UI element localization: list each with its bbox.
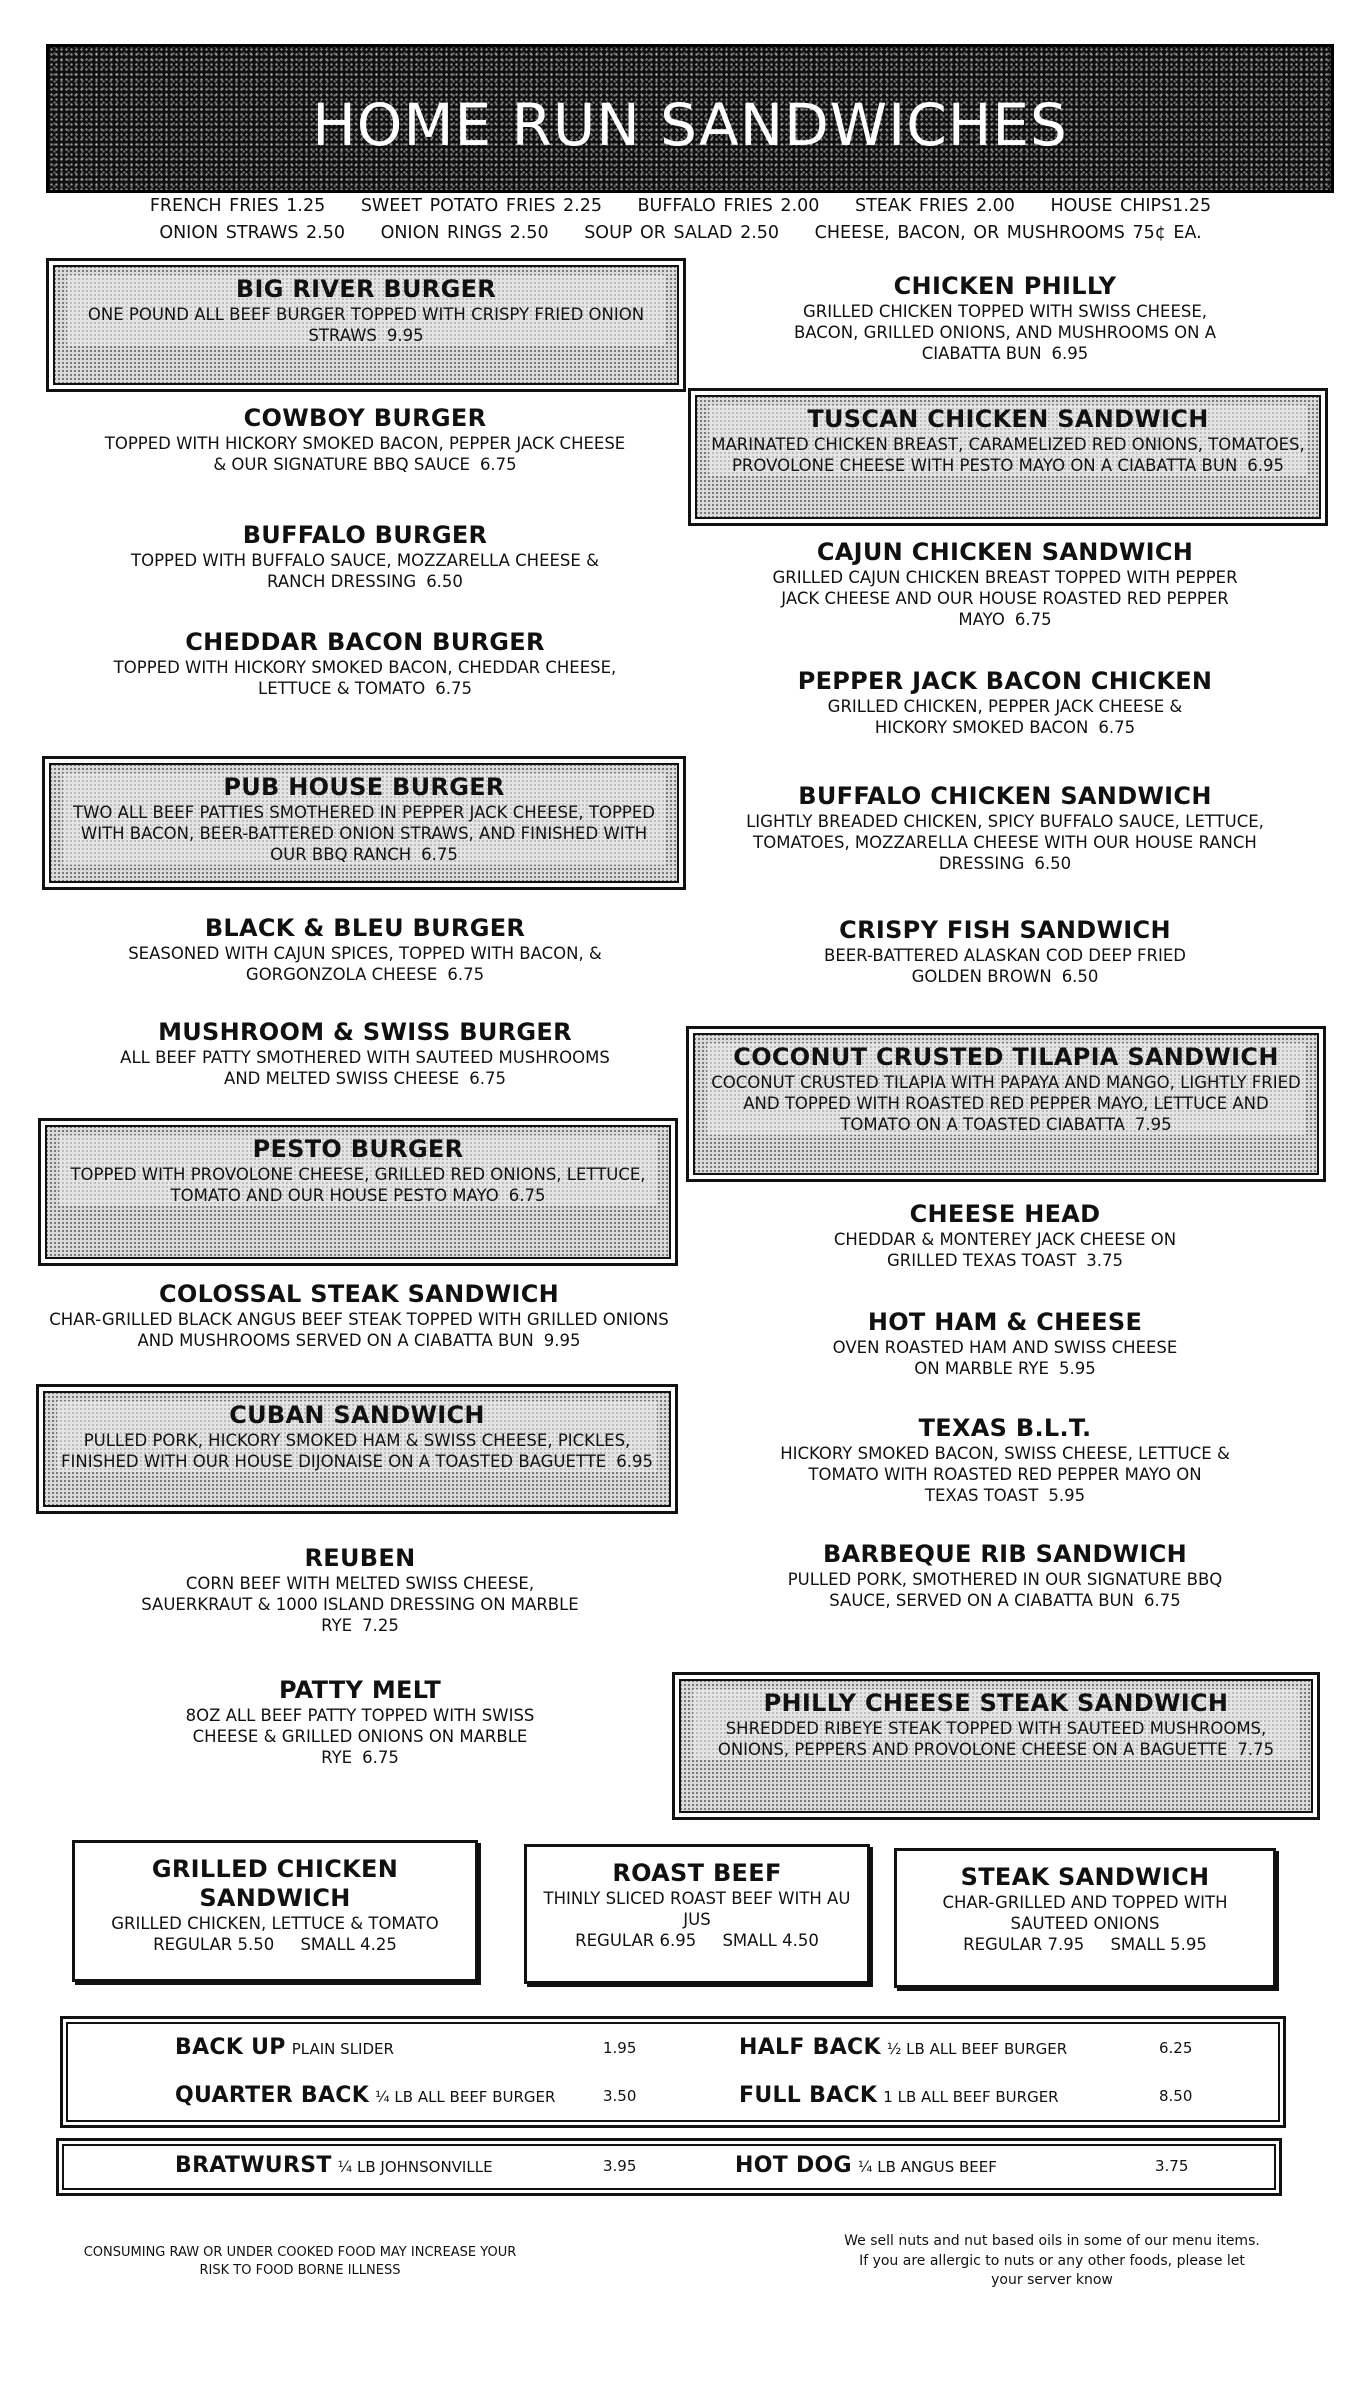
item-desc: GRILLED CHICKEN TOPPED WITH SWISS CHEESE, BACON, GRILLED ONIONS, AND MUSHROOMS ON A CIABATTA BUN [793,301,1217,364]
item-desc: 1 LB ALL BEEF BURGER [883,2088,1059,2106]
item-desc: TOPPED WITH HICKORY SMOKED BACON, CHEDDAR CHEESE, LETTUCE & TOMATO [113,657,617,698]
item-price: 5.95 [1058,1358,1096,1378]
item-price: 6.75 [362,1748,399,1768]
item-desc: BEER-BATTERED ALASKAN COD DEEP FRIED GOLDEN BROWN [824,945,1186,986]
menu-item-cheddar-bacon-burger [100,628,630,699]
item-name: CHICKEN PHILLY [893,272,1117,300]
title-banner [46,44,1334,193]
menu-item-cajun-chicken-sandwich [765,538,1245,630]
side-item: SOUP OR SALAD 2.50 [584,223,780,243]
burger-quarter-back [175,2083,555,2108]
dog-bar [56,2138,1282,2196]
item-price: 6.75 [469,1068,506,1088]
item-desc: GRILLED CHICKEN, LETTUCE & TOMATO [111,1913,439,1933]
item-sizes: REGULAR 5.50 SMALL 4.25 [153,1934,397,1954]
item-price: 3.75 [1086,1250,1124,1270]
item-name: PESTO BURGER [59,1135,657,1164]
menu-item-mushroom-swiss-burger [110,1018,620,1089]
item-name: PHILLY CHEESE STEAK SANDWICH [693,1689,1299,1718]
item-name: CHEESE HEAD [909,1200,1101,1228]
item-price: 6.25 [1159,2039,1193,2057]
item-desc: HICKORY SMOKED BACON, SWISS CHEESE, LETTUCE & TOMATO WITH ROASTED RED PEPPER MAYO ON TEXAS TOAST [780,1443,1230,1506]
side-item: ONION STRAWS 2.50 [159,223,345,243]
side-item: FRENCH FRIES 1.25 [149,196,326,216]
menu-item-cheese-head [810,1200,1200,1271]
item-name: BARBEQUE RIB SANDWICH [822,1540,1187,1568]
sides-line-2 [0,223,1361,243]
item-price: 6.95 [1051,344,1089,364]
item-name: ROAST BEEF [612,1859,782,1887]
burger-full-back [739,2083,1059,2108]
nut-allergy-notice: We sell nuts and nut based oils in some of our menu items. If you are allergic to nuts or any other foods, please let your server know [844,2233,1260,2289]
item-name: CRISPY FISH SANDWICH [839,916,1171,944]
item-price: 6.75 [479,454,517,474]
item-name: PUB HOUSE BURGER [63,773,665,802]
item-price: 6.75 [508,1185,546,1205]
menu-item-pub-house-burger [42,756,686,890]
dog-hot-dog [735,2153,997,2178]
item-desc: CHAR-GRILLED AND TOPPED WITH SAUTEED ONIONS [942,1892,1228,1933]
item-price: 6.50 [426,571,463,591]
item-desc: ¼ LB ANGUS BEEF [857,2158,997,2176]
menu-item-coconut-crusted-tilapia-sandwich [686,1026,1326,1182]
menu-item-patty-melt [170,1676,550,1768]
menu-item-black-bleu-burger [110,914,620,985]
item-desc: LIGHTLY BREADED CHICKEN, SPICY BUFFALO SAUCE, LETTUCE, TOMATOES, MOZZARELLA CHEESE WITH OUR HOUSE RANCH DRESSING [746,811,1264,874]
item-sizes: REGULAR 7.95 SMALL 5.95 [963,1935,1207,1955]
item-name: PATTY MELT [278,1676,442,1704]
item-price: 6.50 [1061,966,1099,986]
menu-item-hot-ham-cheese [820,1308,1190,1379]
item-name: BLACK & BLEU BURGER [204,914,526,942]
side-item: STEAK FRIES 2.00 [854,196,1015,216]
item-name: PEPPER JACK BACON CHICKEN [797,667,1213,695]
item-name: FULL BACK [739,2083,878,2108]
item-desc: ½ LB ALL BEEF BURGER [886,2040,1068,2058]
menu-item-texas-blt [780,1414,1230,1506]
item-desc: ¼ LB ALL BEEF BURGER [375,2088,556,2106]
item-desc: TWO ALL BEEF PATTIES SMOTHERED IN PEPPER JACK CHEESE, TOPPED WITH BACON, BEER-BATTERED ONION STRAWS, AND FINISHED WITH OUR BBQ RANCH [73,802,655,865]
item-price: 9.95 [543,1330,581,1350]
item-desc: PULLED PORK, SMOTHERED IN OUR SIGNATURE BBQ SAUCE, SERVED ON A CIABATTA BUN [787,1569,1223,1610]
item-price: 6.75 [1143,1590,1181,1610]
burger-size-bar [60,2016,1286,2128]
item-name: BACK UP [175,2035,286,2060]
item-name: REUBEN [304,1544,416,1572]
item-price: 6.75 [421,845,458,865]
item-desc: MARINATED CHICKEN BREAST, CARAMELIZED RED ONIONS, TOMATOES, PROVOLONE CHEESE WITH PESTO MAYO ON A CIABATTA BUN [711,434,1305,475]
item-name: STEAK SANDWICH [960,1863,1210,1891]
item-price: 5.95 [1048,1486,1086,1506]
side-item: CHEESE, BACON, OR MUSHROOMS 75¢ EA. [814,223,1202,243]
menu-item-roast-beef [524,1844,870,1984]
side-item: SWEET POTATO FRIES 2.25 [360,196,602,216]
item-name: MUSHROOM & SWISS BURGER [158,1018,572,1046]
menu-item-reuben [130,1544,590,1636]
item-name: HOT DOG [735,2153,852,2178]
burger-half-back [739,2035,1067,2060]
item-desc: GRILLED CHICKEN, PEPPER JACK CHEESE & HICKORY SMOKED BACON [827,696,1183,737]
item-name: BUFFALO CHICKEN SANDWICH [798,782,1212,810]
item-desc: CHAR-GRILLED BLACK ANGUS BEEF STEAK TOPPED WITH GRILLED ONIONS AND MUSHROOMS SERVED ON A CIABATTA BUN [49,1309,669,1350]
item-price: 7.95 [1134,1115,1172,1135]
menu-item-steak-sandwich [894,1848,1276,1988]
item-price: 6.75 [447,964,485,984]
side-item: BUFFALO FRIES 2.00 [637,196,820,216]
item-price: 6.75 [1098,717,1136,737]
item-desc: ¼ LB JOHNSONVILLE [337,2158,493,2176]
menu-item-chicken-philly [780,272,1230,364]
item-name: CAJUN CHICKEN SANDWICH [816,538,1194,566]
item-desc: ALL BEEF PATTY SMOTHERED WITH SAUTEED MUSHROOMS AND MELTED SWISS CHEESE [120,1047,610,1088]
menu-item-philly-cheese-steak-sandwich [672,1672,1320,1820]
item-desc: CORN BEEF WITH MELTED SWISS CHEESE, SAUERKRAUT & 1000 ISLAND DRESSING ON MARBLE RYE [141,1573,579,1636]
item-name: BUFFALO BURGER [242,521,488,549]
menu-item-big-river-burger [46,258,686,392]
side-item: ONION RINGS 2.50 [380,223,549,243]
item-desc: ONE POUND ALL BEEF BURGER TOPPED WITH CRISPY FRIED ONION STRAWS [87,304,645,345]
sides-line-1 [0,196,1361,216]
menu-item-cuban-sandwich [36,1384,678,1514]
item-name: GRILLED CHICKEN SANDWICH [151,1855,399,1912]
item-desc: TOPPED WITH BUFFALO SAUCE, MOZZARELLA CHEESE & RANCH DRESSING [131,550,599,591]
item-name: CHEDDAR BACON BURGER [185,628,545,656]
item-price: 9.95 [386,325,424,345]
item-price: 7.75 [1237,1739,1275,1759]
item-name: COCONUT CRUSTED TILAPIA SANDWICH [707,1043,1305,1072]
item-desc: PLAIN SLIDER [291,2040,394,2058]
item-price: 1.95 [603,2039,637,2057]
item-name: HALF BACK [739,2035,881,2060]
item-desc: SEASONED WITH CAJUN SPICES, TOPPED WITH BACON, & GORGONZOLA CHEESE [128,943,602,984]
item-desc: THINLY SLICED ROAST BEEF WITH AU JUS [543,1888,851,1929]
item-desc: TOPPED WITH PROVOLONE CHEESE, GRILLED RED ONIONS, LETTUCE, TOMATO AND OUR HOUSE PESTO MAYO [70,1164,646,1205]
item-desc: CHEDDAR & MONTEREY JACK CHEESE ON GRILLED TEXAS TOAST [833,1229,1177,1270]
menu-item-tuscan-chicken-sandwich [688,388,1328,526]
item-name: CUBAN SANDWICH [57,1401,657,1430]
item-name: BIG RIVER BURGER [67,275,665,304]
item-price: 6.95 [1247,455,1285,475]
item-price: 6.95 [616,1451,653,1471]
burger-back-up [175,2035,394,2060]
menu-item-pesto-burger [38,1118,678,1266]
menu-item-buffalo-chicken-sandwich [745,782,1265,874]
menu-title: HOME RUN SANDWICHES [312,91,1068,159]
item-price: 3.95 [603,2157,637,2175]
item-price: 6.50 [1034,854,1072,874]
item-price: 6.75 [1014,610,1052,630]
menu-item-barbeque-rib-sandwich [775,1540,1235,1611]
item-price: 3.50 [603,2087,637,2105]
item-name: QUARTER BACK [175,2083,370,2108]
item-name: TUSCAN CHICKEN SANDWICH [709,405,1307,434]
menu-item-colossal-steak-sandwich [44,1280,674,1351]
menu-item-grilled-chicken-sandwich [72,1840,478,1982]
item-desc: 8OZ ALL BEEF PATTY TOPPED WITH SWISS CHEESE & GRILLED ONIONS ON MARBLE RYE [185,1705,535,1768]
item-desc: OVEN ROASTED HAM AND SWISS CHEESE ON MARBLE RYE [832,1337,1178,1378]
menu-item-pepper-jack-bacon-chicken [790,667,1220,738]
item-name: COWBOY BURGER [243,404,487,432]
item-desc: PULLED PORK, HICKORY SMOKED HAM & SWISS CHEESE, PICKLES, FINISHED WITH OUR HOUSE DIJONAISE ON A TOASTED BAGUETTE [61,1430,631,1471]
item-name: TEXAS B.L.T. [918,1414,1092,1442]
raw-food-warning: CONSUMING RAW OR UNDER COOKED FOOD MAY INCREASE YOUR RISK TO FOOD BORNE ILLNESS [83,2245,517,2279]
item-desc: GRILLED CAJUN CHICKEN BREAST TOPPED WITH PEPPER JACK CHEESE AND OUR HOUSE ROASTED RED PEPPER MAYO [772,567,1238,630]
dog-bratwurst [175,2153,493,2178]
item-sizes: REGULAR 6.95 SMALL 4.50 [575,1931,819,1951]
item-desc: TOPPED WITH HICKORY SMOKED BACON, PEPPER JACK CHEESE & OUR SIGNATURE BBQ SAUCE [104,433,626,474]
item-price: 3.75 [1155,2157,1189,2175]
item-price: 7.25 [362,1616,399,1636]
item-name: COLOSSAL STEAK SANDWICH [158,1280,560,1308]
menu-item-buffalo-burger [100,521,630,592]
item-price: 6.75 [435,678,472,698]
menu-item-crispy-fish-sandwich [810,916,1200,987]
side-item: HOUSE CHIPS1.25 [1050,196,1212,216]
item-desc: SHREDDED RIBEYE STEAK TOPPED WITH SAUTEED MUSHROOMS, ONIONS, PEPPERS AND PROVOLONE CHEESE ON A BAGUETTE [717,1718,1267,1759]
item-name: HOT HAM & CHEESE [867,1308,1143,1336]
item-name: BRATWURST [175,2153,332,2178]
item-price: 8.50 [1159,2087,1193,2105]
menu-item-cowboy-burger [100,404,630,475]
item-desc: COCONUT CRUSTED TILAPIA WITH PAPAYA AND MANGO, LIGHTLY FRIED AND TOPPED WITH ROASTED RED PEPPER MAYO, LETTUCE AND TOMATO ON A TOASTED CIABATTA [711,1072,1301,1135]
